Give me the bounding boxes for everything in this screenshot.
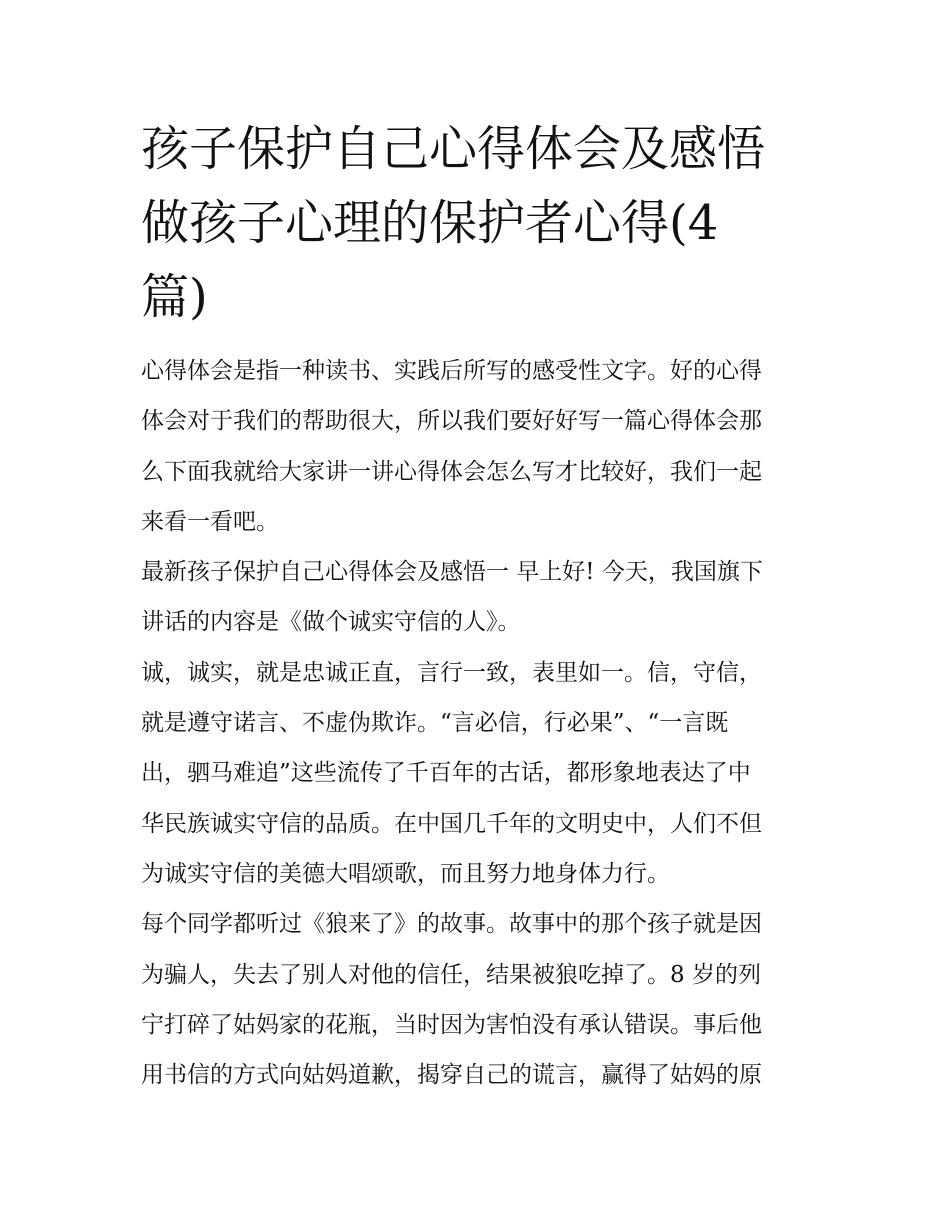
document-title [141,112,811,334]
text-line: 就是遵守诺言、不虚伪欺诈。“言必信，行必果”、“一言既 [141,710,729,737]
title-line: 篇) [141,269,208,325]
text-line: 么下面我就给大家讲一讲心得体会怎么写才比较好，我们一起 [141,458,762,485]
title-line: 做孩子心理的保护者心得(4 [141,195,719,251]
text-line: 宁打碎了姑妈家的花瓶，当时因为害怕没有承认错误。事后他 [141,1011,762,1038]
text-line: 华民族诚实守信的品质。在中国几千年的文明史中，人们不但 [141,810,762,837]
text-line: 为骗人，失去了别人对他的信任，结果被狼吃掉了。8 岁的列 [141,961,761,988]
paragraph-honesty [141,648,811,899]
text-line: 用书信的方式向姑妈道歉，揭穿自己的谎言，赢得了姑妈的原 [141,1062,762,1089]
paragraph-intro [141,346,811,547]
text-line: 讲话的内容是《做个诚实守信的人》。 [141,609,521,636]
text-line: 出，驷马难追”这些流传了千百年的古话，都形象地表达了中 [141,760,751,787]
text-line: 最新孩子保护自己心得体会及感悟一 早上好! 今天，我国旗下 [141,559,763,586]
text-line: 每个同学都听过《狼来了》的故事。故事中的那个孩子就是因 [141,911,762,938]
paragraph-greeting [141,547,811,648]
document-page [141,112,811,1100]
text-line: 体会对于我们的帮助很大，所以我们要好好写一篇心得体会那 [141,408,762,435]
document-body [141,346,811,1100]
title-line: 孩子保护自己心得体会及感悟 [141,121,766,177]
text-line: 为诚实守信的美德大唱颂歌，而且努力地身体力行。 [141,860,670,887]
text-line: 来看一看吧。 [141,508,279,535]
text-line: 心得体会是指一种读书、实践后所写的感受性文字。好的心得 [141,358,762,384]
paragraph-story [141,899,811,1100]
text-line: 诚，诚实，就是忠诚正直，言行一致，表里如一。信，守信， [141,659,762,686]
